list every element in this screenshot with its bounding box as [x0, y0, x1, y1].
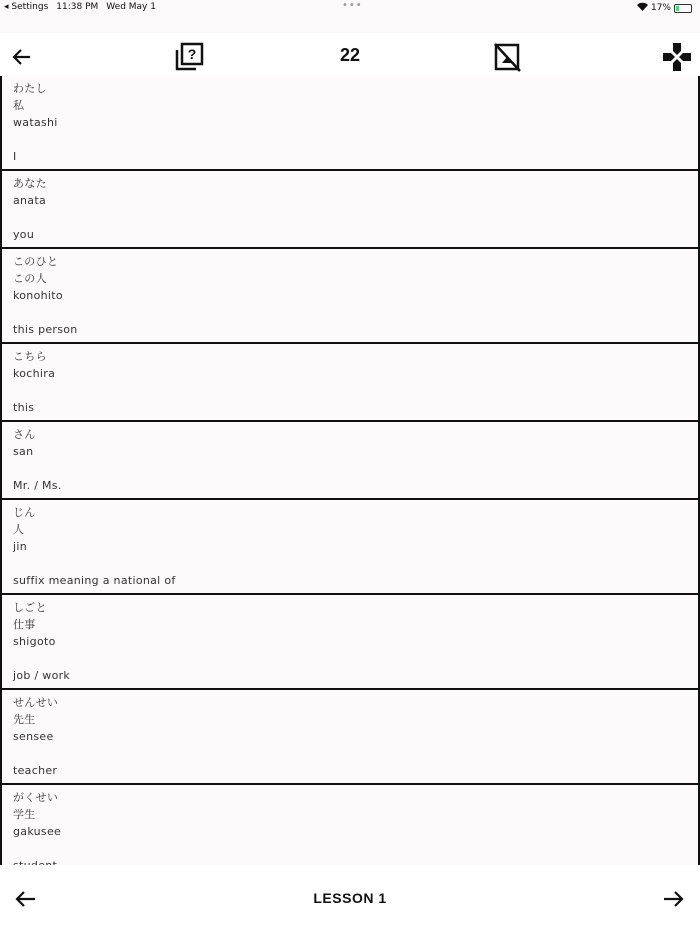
word-kana: このひと [13, 255, 59, 268]
word-kanji: 学生 [13, 808, 36, 821]
word-card[interactable] [0, 690, 700, 785]
status-date: Wed May 1 [106, 2, 156, 12]
wifi-icon [637, 2, 648, 14]
back-button[interactable] [6, 41, 38, 73]
back-to-app[interactable]: ◂ Settings [4, 2, 49, 12]
word-romaji: anata [13, 194, 47, 207]
word-english: Mr. / Ms. [13, 479, 62, 492]
word-card[interactable] [0, 500, 700, 595]
spacer [13, 304, 688, 321]
word-kana: がくせい [13, 791, 59, 804]
word-romaji: shigoto [13, 635, 56, 648]
game-button[interactable] [661, 41, 693, 73]
hide-images-button[interactable] [491, 41, 523, 73]
status-time: 11:38 PM [56, 2, 99, 12]
card-count: 22 [339, 45, 361, 65]
word-english: suffix meaning a national of [13, 574, 176, 587]
word-romaji: gakusee [13, 825, 62, 838]
arrow-left-icon [10, 45, 34, 69]
word-card[interactable] [0, 76, 700, 171]
spacer [13, 745, 688, 762]
spacer [13, 209, 688, 226]
word-kana: せんせい [13, 696, 59, 709]
word-english: this person [13, 323, 78, 336]
gamepad-icon [662, 42, 692, 72]
toolbar [0, 33, 700, 80]
word-english: I [13, 150, 17, 163]
battery-percent: 17% [650, 3, 671, 13]
word-romaji: jin [13, 540, 27, 553]
word-kanji: この人 [13, 272, 47, 285]
battery-icon [674, 4, 692, 13]
vocabulary-list[interactable] [0, 80, 700, 865]
word-kanji: 私 [13, 99, 25, 112]
spacer [13, 131, 688, 148]
word-kana: わたし [13, 82, 47, 95]
word-english: job / work [13, 669, 71, 682]
word-romaji: kochira [13, 367, 56, 380]
word-kanji: 人 [13, 523, 25, 536]
word-romaji: sensee [13, 730, 54, 743]
word-kana: じん [13, 506, 36, 519]
word-english: you [13, 228, 35, 241]
quiz-cards-icon [174, 42, 204, 72]
lesson-title: LESSON 1 [313, 890, 387, 906]
word-kana: こちら [13, 350, 47, 363]
word-card[interactable] [0, 422, 700, 500]
spacer [13, 840, 688, 857]
quiz-button[interactable] [173, 41, 205, 73]
word-english: this [13, 401, 35, 414]
spacer [13, 650, 688, 667]
word-romaji: watashi [13, 116, 58, 129]
word-romaji: san [13, 445, 34, 458]
word-kana: あなた [13, 177, 47, 190]
spacer [13, 555, 688, 572]
arrow-right-icon [661, 887, 685, 911]
status-bar [0, 0, 700, 33]
multitasking-dots[interactable]: ••• [342, 0, 363, 11]
word-card[interactable] [0, 249, 700, 344]
word-english: teacher [13, 764, 58, 777]
word-kanji: 先生 [13, 713, 36, 726]
lesson-nav [0, 865, 700, 934]
word-kana: しごと [13, 601, 47, 614]
word-kana: さん [13, 428, 36, 441]
spacer [13, 382, 688, 399]
word-kanji: 仕事 [13, 618, 36, 631]
word-card[interactable] [0, 171, 700, 249]
word-card[interactable] [0, 344, 700, 422]
svg-text:?: ? [187, 46, 197, 62]
word-romaji: konohito [13, 289, 63, 302]
spacer [13, 460, 688, 477]
next-lesson-button[interactable] [661, 887, 685, 915]
image-off-icon [492, 42, 522, 72]
word-card[interactable] [0, 595, 700, 690]
